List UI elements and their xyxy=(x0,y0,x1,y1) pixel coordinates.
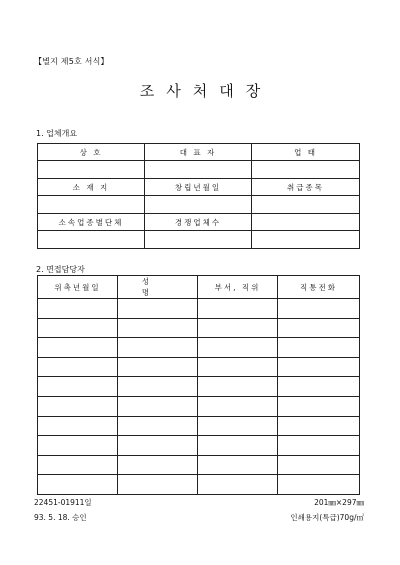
input-cell[interactable] xyxy=(118,475,198,495)
input-cell[interactable] xyxy=(38,231,145,249)
header-cell-business-type: 업 태 xyxy=(252,144,360,161)
input-cell[interactable] xyxy=(38,455,118,475)
form-title: 조사처대장 xyxy=(139,82,273,100)
header-row xyxy=(38,144,360,161)
input-cell[interactable] xyxy=(118,455,198,475)
input-cell[interactable] xyxy=(198,318,278,338)
blank-cell[interactable] xyxy=(252,214,360,231)
table-row xyxy=(38,357,360,377)
input-cell[interactable] xyxy=(38,299,118,319)
approval-date: 93. 5. 18. 승인 xyxy=(34,513,87,522)
input-cell[interactable] xyxy=(145,231,252,249)
paper-type: 인쇄용지(특급)70g/㎡ xyxy=(290,513,364,522)
input-cell[interactable] xyxy=(38,377,118,397)
input-cell[interactable] xyxy=(278,416,360,436)
table-row xyxy=(38,416,360,436)
header-cell-representative: 대 표 자 xyxy=(145,144,252,161)
input-cell[interactable] xyxy=(118,338,198,358)
input-cell[interactable] xyxy=(198,357,278,377)
input-cell[interactable] xyxy=(198,475,278,495)
header-row xyxy=(38,276,360,299)
input-cell[interactable] xyxy=(198,377,278,397)
header-cell-founding-date: 창립년월일 xyxy=(145,179,252,196)
header-row xyxy=(38,179,360,196)
table-row xyxy=(38,299,360,319)
input-cell[interactable] xyxy=(38,338,118,358)
input-cell[interactable] xyxy=(252,231,360,249)
input-cell[interactable] xyxy=(38,161,145,179)
input-cell[interactable] xyxy=(38,396,118,416)
input-cell[interactable] xyxy=(145,196,252,214)
input-cell[interactable] xyxy=(278,357,360,377)
input-cell[interactable] xyxy=(38,436,118,456)
input-row xyxy=(38,231,360,249)
header-cell-name: 성 명 xyxy=(118,276,198,299)
input-cell[interactable] xyxy=(278,436,360,456)
input-cell[interactable] xyxy=(145,161,252,179)
input-cell[interactable] xyxy=(118,377,198,397)
table-row xyxy=(38,475,360,495)
input-cell[interactable] xyxy=(198,436,278,456)
input-cell[interactable] xyxy=(278,338,360,358)
input-cell[interactable] xyxy=(278,318,360,338)
input-cell[interactable] xyxy=(118,436,198,456)
input-cell[interactable] xyxy=(38,318,118,338)
input-cell[interactable] xyxy=(278,475,360,495)
header-row xyxy=(38,214,360,231)
input-cell[interactable] xyxy=(38,357,118,377)
table-row xyxy=(38,455,360,475)
table-row xyxy=(38,318,360,338)
input-cell[interactable] xyxy=(38,475,118,495)
header-cell-competitor-count: 경쟁업체수 xyxy=(145,214,252,231)
form-code: 22451-01911일 xyxy=(34,498,92,507)
input-cell[interactable] xyxy=(198,416,278,436)
table-row xyxy=(38,436,360,456)
input-cell[interactable] xyxy=(38,416,118,436)
input-cell[interactable] xyxy=(198,455,278,475)
input-cell[interactable] xyxy=(198,299,278,319)
input-row xyxy=(38,196,360,214)
input-cell[interactable] xyxy=(278,299,360,319)
input-cell[interactable] xyxy=(278,455,360,475)
company-overview-table xyxy=(37,143,360,249)
input-cell[interactable] xyxy=(198,396,278,416)
interviewer-table xyxy=(37,275,360,495)
input-cell[interactable] xyxy=(118,299,198,319)
input-cell[interactable] xyxy=(278,377,360,397)
table-row xyxy=(38,338,360,358)
paper-size: 201㎜×297㎜ xyxy=(314,498,364,507)
table-row xyxy=(38,396,360,416)
table-row xyxy=(38,377,360,397)
input-cell[interactable] xyxy=(118,416,198,436)
header-cell-appointment-date: 위촉년월일 xyxy=(38,276,118,299)
input-cell[interactable] xyxy=(278,396,360,416)
input-cell[interactable] xyxy=(118,318,198,338)
header-cell-department-position: 부서, 직위 xyxy=(198,276,278,299)
section1-heading: 1. 업체개요 xyxy=(36,129,78,138)
header-cell-industry-association: 소속업종별단체 xyxy=(38,214,145,231)
header-cell-location: 소 재 지 xyxy=(38,179,145,196)
header-cell-direct-phone: 직통전화 xyxy=(278,276,360,299)
header-cell-trade-name: 상 호 xyxy=(38,144,145,161)
input-cell[interactable] xyxy=(118,396,198,416)
header-cell-products: 취급종목 xyxy=(252,179,360,196)
section2-heading: 2. 면접담당자 xyxy=(36,265,85,274)
input-cell[interactable] xyxy=(118,357,198,377)
input-row xyxy=(38,161,360,179)
input-cell[interactable] xyxy=(38,196,145,214)
annex-label: 【별지 제5호 서식】 xyxy=(34,57,109,66)
input-cell[interactable] xyxy=(252,161,360,179)
input-cell[interactable] xyxy=(198,338,278,358)
input-cell[interactable] xyxy=(252,196,360,214)
